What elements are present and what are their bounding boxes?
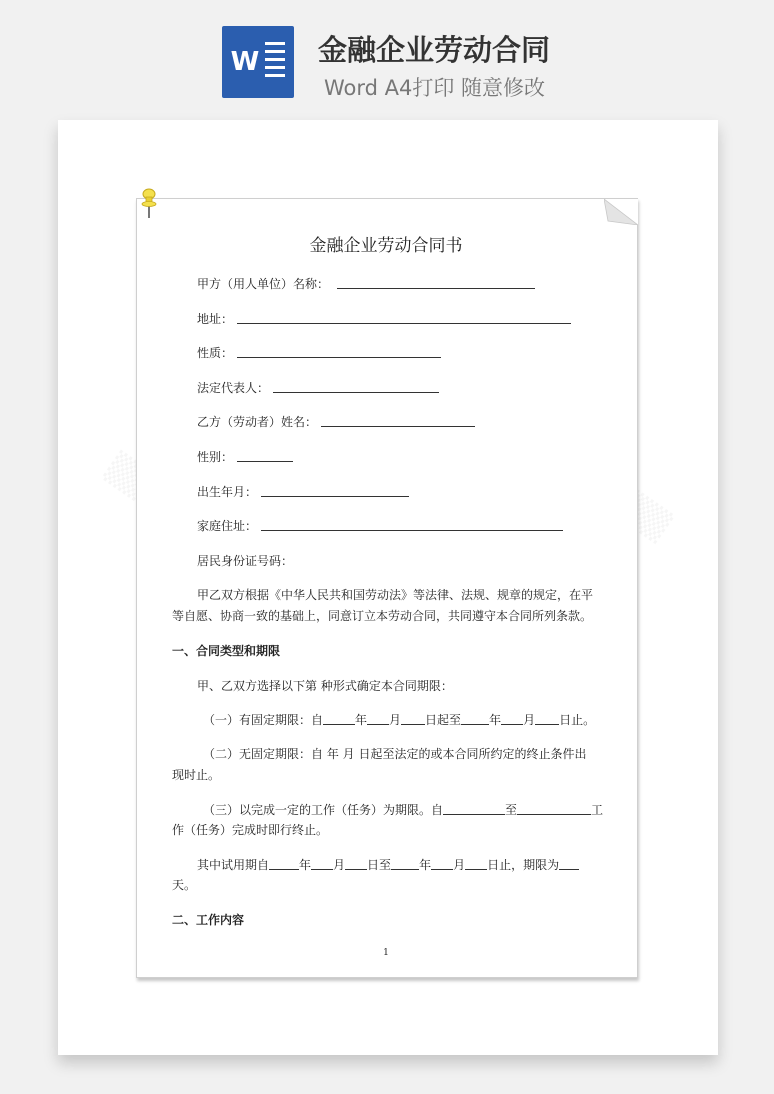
blank-line	[535, 712, 559, 725]
party-b-label: 乙方（劳动者）姓名：	[197, 415, 318, 429]
blank-line	[337, 276, 535, 289]
blank-line	[273, 380, 439, 393]
blank-line	[431, 857, 453, 870]
month-label: 月	[453, 858, 466, 872]
gender-label: 性别：	[197, 450, 234, 464]
task-term-tail: 工	[591, 803, 604, 817]
year-label: 年	[355, 713, 368, 727]
blank-line	[261, 484, 409, 497]
task-term-to: 至	[505, 803, 518, 817]
word-logo-letter: W	[230, 47, 260, 77]
year-label: 年	[299, 858, 312, 872]
blank-line	[345, 857, 367, 870]
month-label: 月	[389, 713, 402, 727]
blank-line	[461, 712, 489, 725]
section-1-heading: 一、合同类型和期限	[172, 644, 281, 658]
party-a-field	[197, 276, 535, 292]
year-label: 年	[489, 713, 502, 727]
home-address-label: 家庭住址：	[197, 519, 258, 533]
fixed-term-prefix: （一）有固定期限：自	[203, 713, 324, 727]
blank-line	[443, 802, 505, 815]
page-number: 1	[383, 948, 389, 958]
blank-line	[237, 345, 441, 358]
probation-prefix: 其中试用期自	[197, 858, 270, 872]
blank-line	[401, 712, 425, 725]
blank-line	[237, 311, 571, 324]
legal-rep-field	[197, 380, 439, 396]
intro-line-1: 甲乙双方根据《中华人民共和国劳动法》等法律、法规、规章的规定，在平	[197, 588, 594, 602]
probation-line-1	[197, 857, 579, 873]
gender-field	[197, 449, 293, 465]
day-label: 日止。	[559, 713, 596, 727]
nature-label: 性质：	[197, 346, 234, 360]
party-b-field	[197, 414, 475, 430]
blank-line	[391, 857, 419, 870]
birth-label: 出生年月：	[197, 485, 258, 499]
pushpin-icon	[140, 188, 158, 220]
blank-line	[367, 712, 389, 725]
birth-field	[197, 484, 409, 500]
party-a-label: 甲方（用人单位）名称：	[197, 277, 330, 291]
year-label: 年	[419, 858, 432, 872]
nature-field	[197, 345, 441, 361]
id-number-label: 居民身份证号码：	[197, 554, 294, 568]
blank-line	[465, 857, 487, 870]
word-icon	[222, 26, 294, 98]
section-2-heading: 二、工作内容	[172, 913, 245, 927]
home-address-field	[197, 518, 563, 534]
open-term-line-1: （二）无固定期限：自 年 月 日起至法定的或本合同所约定的终止条件出	[203, 747, 587, 761]
blank-line	[321, 414, 475, 427]
banner-subtitle: Word A4打印 随意修改	[324, 76, 546, 100]
blank-line	[323, 712, 355, 725]
address-field	[197, 311, 571, 327]
choose-form-line: 甲、乙双方选择以下第 种形式确定本合同期限：	[197, 679, 453, 693]
blank-line	[269, 857, 299, 870]
open-term-line-2: 现时止。	[172, 768, 221, 782]
month-label: 月	[523, 713, 536, 727]
banner-title: 金融企业劳动合同	[318, 33, 551, 67]
header-banner	[0, 0, 774, 110]
blank-line	[261, 518, 563, 531]
probation-line-2: 天。	[172, 878, 197, 892]
task-term-prefix: （三）以完成一定的工作（任务）为期限。自	[203, 803, 444, 817]
day-label: 日起至	[425, 713, 462, 727]
page-curl-icon	[604, 199, 638, 225]
document-title: 金融企业劳动合同书	[309, 236, 463, 256]
day-label: 日至	[367, 858, 392, 872]
blank-line	[559, 857, 579, 870]
blank-line	[517, 802, 591, 815]
intro-line-2: 等自愿、协商一致的基础上，同意订立本劳动合同，共同遵守本合同所列条款。	[172, 609, 593, 623]
month-label: 月	[333, 858, 346, 872]
fixed-term-line	[203, 712, 595, 728]
blank-line	[237, 449, 293, 462]
address-label: 地址：	[197, 312, 234, 326]
blank-line	[501, 712, 523, 725]
legal-rep-label: 法定代表人：	[197, 381, 270, 395]
task-term-line-2: 作（任务）完成时即行终止。	[172, 823, 329, 837]
task-term-line-1	[203, 802, 603, 818]
blank-line	[311, 857, 333, 870]
day-label: 日止，期限为	[487, 858, 560, 872]
